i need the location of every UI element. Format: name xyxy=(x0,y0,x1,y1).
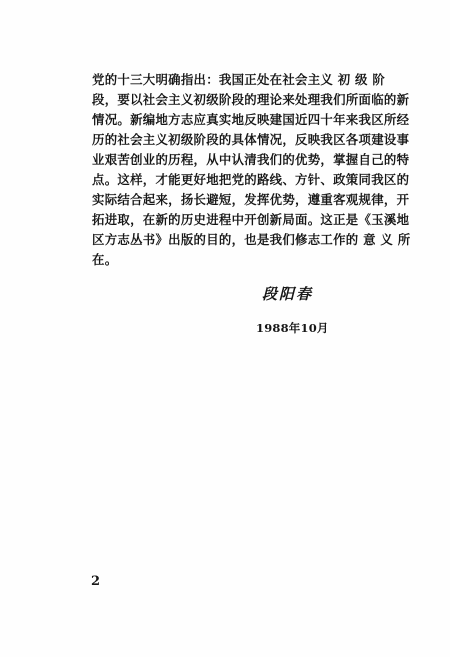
body-paragraph xyxy=(92,70,411,270)
text-line: 在。 xyxy=(92,252,118,267)
text-line: 段，要以社会主义初级阶段的理论来处理我们所面临的新 xyxy=(92,92,410,107)
text-line: 拓进取，在新的历史进程中开创新局面。这正是《玉溪地 xyxy=(92,212,410,227)
date-line: 1988年10月 xyxy=(256,321,329,335)
text-line: 情况。新编地方志应真实地反映建国近四十年来我区所经 xyxy=(92,112,410,127)
text-line: 实际结合起来，扬长避短，发挥优势，遵重客观规律，开 xyxy=(92,192,410,207)
page-number: 2 xyxy=(91,574,101,589)
author-signature: 段阳春 xyxy=(262,285,314,303)
text-line: 区方志丛书》出版的目的，也是我们修志工作的 意 义 所 xyxy=(92,232,411,247)
text-line: 历的社会主义初级阶段的具体情况，反映我区各项建设事 xyxy=(92,132,410,147)
text-line: 点。这样，才能更好地把党的路线、方针、政策同我区的 xyxy=(92,172,410,187)
text-line: 业艰苦创业的历程，从中认清我们的优势，掌握自己的特 xyxy=(92,152,410,167)
text-line: 党的十三大明确指出：我国正处在社会主义 初 级 阶 xyxy=(92,72,386,87)
